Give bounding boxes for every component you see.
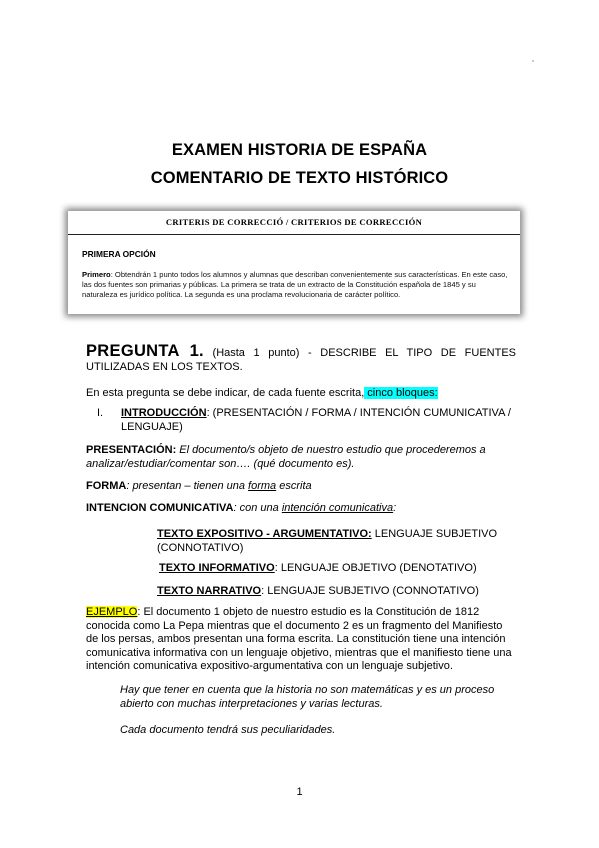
- presentacion-label: PRESENTACIÓN:: [86, 444, 177, 456]
- forma-post: escrita: [276, 480, 312, 492]
- intencion-underlined: intención comunicativa: [281, 502, 394, 514]
- intro-line: [86, 387, 516, 401]
- question-text: (Hasta 1 punto) - DESCRIBE EL TIPO DE FUENTES UTILIZADAS EN LOS TEXTOS.: [86, 347, 516, 373]
- intro-text: En esta pregunta se debe indicar, de cada fuente escrita,: [86, 387, 365, 399]
- note-paragraph: Cada documento tendrá sus peculiaridades.: [120, 724, 336, 736]
- type-narrativo: [157, 585, 512, 599]
- forma-pre: : presentan – tienen una: [126, 480, 249, 492]
- page-speck: [532, 60, 534, 62]
- criteria-header: CRITERIS DE CORRECCIÓ / CRITERIOS DE CORRECCIÓN: [68, 211, 520, 235]
- exam-title: EXAMEN HISTORIA DE ESPAÑA: [171, 141, 428, 159]
- criteria-body: : Obtendrán 1 punto todos los alumnos y alumnas que describan convenientemente sus características. En este caso, las dos fuentes son primarias y públicas. La primera se trata de un extracto de la Constitución española de 1845 y su naturaleza es jurídico política. La segunda es una proclama revolucionaria de carácter político.: [82, 270, 508, 299]
- type-label: TEXTO NARRATIVO: [157, 585, 262, 597]
- correction-criteria-excerpt: [68, 211, 520, 314]
- ejemplo-label: EJEMPLO: [86, 606, 138, 618]
- forma-label: FORMA: [86, 480, 127, 492]
- criteria-option: PRIMERA OPCIÓN: [82, 249, 156, 259]
- type-rest: : LENGUAJE OBJETIVO (DENOTATIVO): [274, 562, 477, 574]
- criteria-lead: Primero: [82, 270, 111, 279]
- ejemplo-paragraph: [86, 606, 516, 674]
- exam-subtitle: COMENTARIO DE TEXTO HISTÓRICO: [150, 169, 449, 187]
- type-expositivo: [157, 528, 512, 555]
- intro-highlight: cinco bloques:: [364, 387, 438, 399]
- type-informativo: [159, 562, 514, 576]
- item-number: I.: [97, 407, 104, 419]
- forma-paragraph: [86, 480, 516, 494]
- item-introduccion: [121, 407, 516, 434]
- ejemplo-text: : El documento 1 objeto de nuestro estudio es la Constitución de 1812 conocida como La Pepa mientras que el documento 2 es un fragmento del Manifiesto de los persas, ambos presentan una forma escrita. La constitución tiene una intención comunicativa informativa con un lenguaje objetivo, mientras que el manifiesto tiene una intención comunicativa expositivo-argumentativa con un lenguaje subjetivo.: [86, 606, 512, 673]
- item-heading: INTRODUCCIÓN: [121, 407, 207, 419]
- page-number: 1: [296, 786, 303, 798]
- question-label: PREGUNTA 1.: [86, 342, 204, 360]
- criteria-text: [82, 270, 512, 300]
- type-rest: LENGUAJE SUBJETIVO (CONNOTATIVO): [157, 528, 498, 554]
- presentacion-paragraph: [86, 444, 516, 471]
- intencion-post: :: [393, 502, 397, 514]
- note-paragraph: Hay que tener en cuenta que la historia no son matemáticas y es un proceso abierto con muchas interpretaciones y varias lecturas.: [120, 684, 495, 710]
- type-label: TEXTO EXPOSITIVO - ARGUMENTATIVO:: [157, 528, 372, 540]
- intencion-pre: : con una: [233, 502, 282, 514]
- item-rest: : (PRESENTACIÓN / FORMA / INTENCIÓN CUMUNICATIVA / LENGUAJE): [121, 407, 511, 433]
- intencion-label: INTENCION COMUNICATIVA: [86, 502, 234, 514]
- type-label: TEXTO INFORMATIVO: [159, 562, 275, 574]
- type-rest: : LENGUAJE SUBJETIVO (CONNOTATIVO): [261, 585, 479, 597]
- intencion-paragraph: [86, 502, 516, 516]
- question-heading: [86, 344, 516, 374]
- forma-underlined: forma: [248, 480, 277, 492]
- presentacion-text: El documento/s objeto de nuestro estudio que procederemos a analizar/estudiar/comentar son…. (qué documento es).: [86, 444, 486, 470]
